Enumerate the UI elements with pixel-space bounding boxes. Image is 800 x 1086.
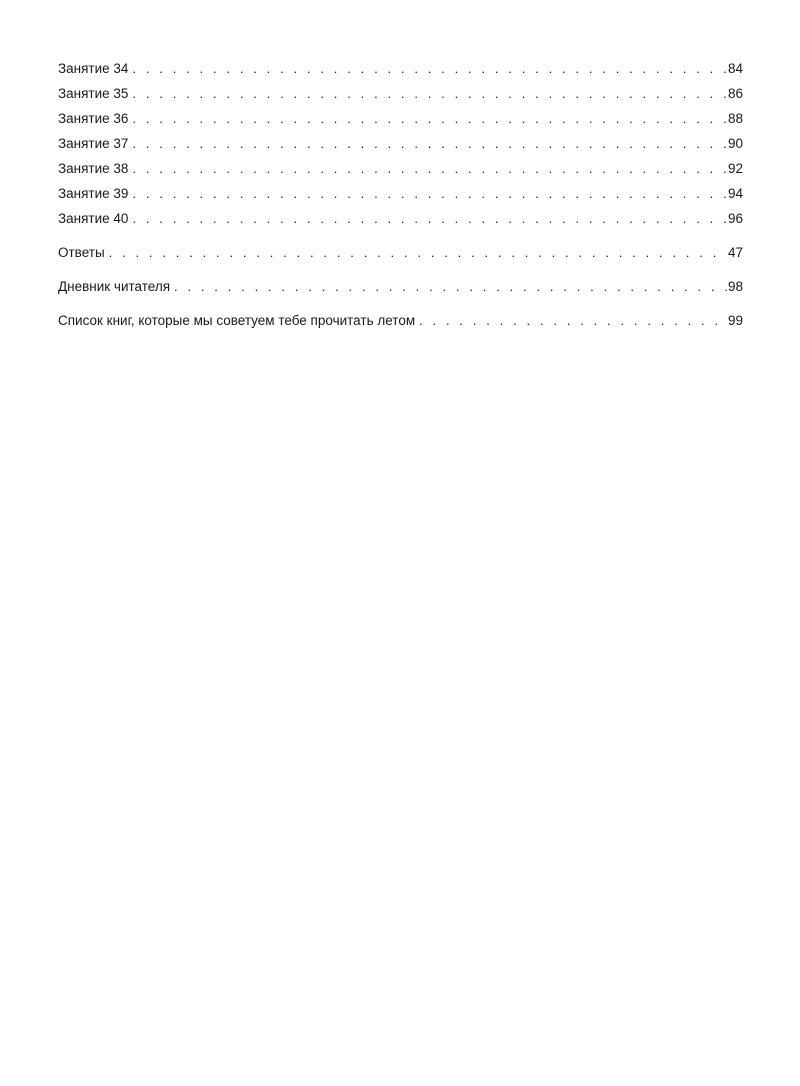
- dot-leader: [132, 56, 727, 81]
- toc-entry-title: Дневник читателя: [58, 279, 171, 294]
- toc-entry-answers[interactable]: [58, 240, 743, 265]
- dot-leader: [174, 274, 727, 299]
- toc-entry-title: Занятие 39: [58, 186, 129, 201]
- toc-entry-page: 86: [727, 86, 743, 101]
- toc-entry-summer-reading-list[interactable]: [58, 308, 743, 333]
- toc-entry-title: Список книг, которые мы советуем тебе прочитать летом: [58, 313, 416, 328]
- toc-entry-page: 88: [727, 111, 743, 126]
- toc-entry-page: 99: [727, 313, 743, 328]
- toc-entry-page: 94: [727, 186, 743, 201]
- toc-entry-page: 92: [727, 161, 743, 176]
- toc-entry-title: Занятие 38: [58, 161, 129, 176]
- toc-entry-title: Занятие 35: [58, 86, 129, 101]
- toc-entry-title: Занятие 40: [58, 211, 129, 226]
- dot-leader: [132, 156, 727, 181]
- toc-entry-title: Занятие 37: [58, 136, 129, 151]
- toc-entry-page: 47: [727, 245, 743, 260]
- dot-leader: [132, 81, 727, 106]
- toc-entry-lesson-36[interactable]: [58, 106, 743, 131]
- toc-entry-title: Ответы: [58, 245, 105, 260]
- toc-entry-lesson-38[interactable]: [58, 156, 743, 181]
- toc-entry-lesson-40[interactable]: [58, 206, 743, 231]
- dot-leader: [132, 131, 727, 156]
- dot-leader: [132, 106, 727, 131]
- dot-leader: [132, 181, 727, 206]
- toc-entry-page: 98: [727, 279, 743, 294]
- toc-entry-lesson-34[interactable]: [58, 56, 743, 81]
- toc-entry-lesson-35[interactable]: [58, 81, 743, 106]
- dot-leader: [419, 308, 727, 333]
- dot-leader: [132, 206, 727, 231]
- toc-entry-lesson-39[interactable]: [58, 181, 743, 206]
- toc-entry-page: 90: [727, 136, 743, 151]
- dot-leader: [109, 240, 727, 265]
- toc-entry-page: 96: [727, 211, 743, 226]
- toc-entry-title: Занятие 36: [58, 111, 129, 126]
- toc-entry-page: 84: [727, 61, 743, 76]
- toc-entry-lesson-37[interactable]: [58, 131, 743, 156]
- toc-entry-reader-diary[interactable]: [58, 274, 743, 299]
- toc-entry-title: Занятие 34: [58, 61, 129, 76]
- table-of-contents: [58, 56, 743, 333]
